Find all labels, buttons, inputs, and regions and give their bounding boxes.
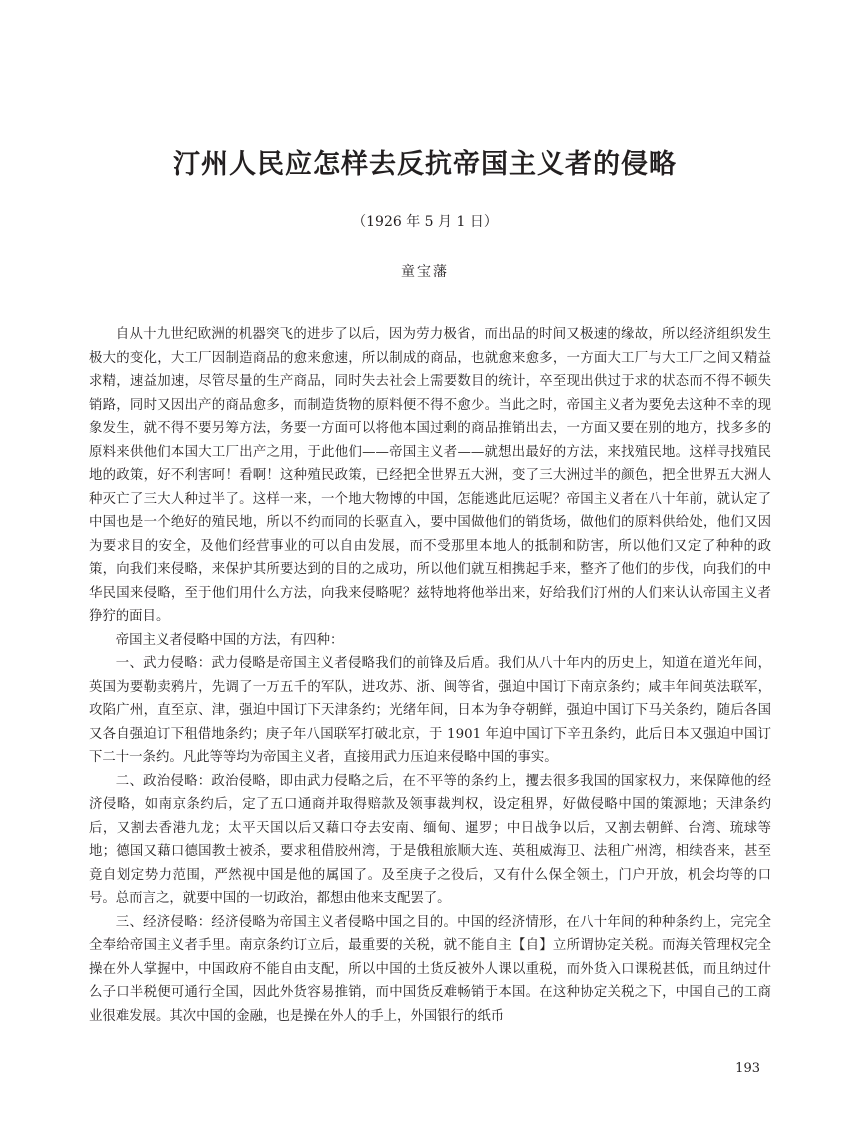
- article-title: 汀州人民应怎样去反抗帝国主义者的侵略: [173, 149, 677, 180]
- article-body: [89, 323, 771, 1028]
- article-date: （1926 年 5 月 1 日）: [352, 214, 498, 230]
- article-author: 童宝藩: [401, 264, 449, 280]
- paragraph-economic-aggression: 三、经济侵略：经济侵略为帝国主义者侵略中国之目的。中国的经济情形，在八十年间的种种条约上，完完全全奉给帝国主义者手里。南京条约订立后，最重要的关税，就不能自主【自】立所谓协定关税。而海关管理权完全操在外人掌握中，中国政府不能自由支配，所以中国的土货反被外人课以重税，而外货入口课税甚低，而且纳过什么子口半税便可通行全国，因此外货容易推销，而中国货反难畅销于本国。在这种协定关税之下，中国自己的工商业很难发展。其次中国的金融，也是操在外人的手上，外国银行的纸币: [89, 914, 771, 1024]
- paragraph-intro: 自从十九世纪欧洲的机器突飞的进步了以后，因为劳力极省，而出品的时间又极速的缘故，所以经济组织发生极大的变化，大工厂因制造商品的愈来愈速，所以制成的商品，也就愈来愈多，一方面大工厂与大工厂之间又精益求精，速益加速，尽管尽量的生产商品，同时失去社会上需要数目的统计，卒至现出供过于求的状态而不得不顿失销路，同时又因出产的商品愈多，而制造货物的原料便不得不愈少。当此之时，帝国主义者为要免去这种不幸的现象发生，就不得不要另筹方法，务要一方面可以将他本国过剩的商品推销出去，一方面又要在别的地方，找多多的原料来供他们本国大工厂出产之用，于此他们——帝国主义者——就想出最好的方法，来找殖民地。这样寻找殖民地的政策，好不利害呵！看啊！这种殖民政策，已经把全世界五大洲，变了三大洲过半的颜色，把全世界五大洲人种灭亡了三大人种过半了。这样一来，一个地大物博的中国，怎能逃此厄运呢？帝国主义者在八十年前，就认定了中国也是一个绝好的殖民地，所以不约而同的长驱直入，要中国做他们的销货场，做他们的原料供给处，他们又因为要求目的安全，及他们经营事业的可以自由发展，而不受那里本地人的抵制和防害，所以他们又定了种种的政策，向我们来侵略，来保护其所要达到的目的之成功，所以他们就互相携起手来，整齐了他们的步伐，向我们的中华民国来侵略，至于他们用什么方法，向我来侵略呢？兹特地将他举出来，好给我们汀州的人们来认认帝国主义者狰狞的面目。: [89, 327, 771, 624]
- page-number: 193: [735, 1061, 760, 1076]
- paragraph-methods-heading: 帝国主义者侵略中国的方法，有四种：: [115, 632, 344, 648]
- paragraph-military-aggression: 一、武力侵略：武力侵略是帝国主义者侵略我们的前锋及后盾。我们从八十年内的历史上，知道在道光年间，英国为要勒卖鸦片，先调了一万五千的军队，进攻苏、浙、闽等省，强迫中国订下南京条约；咸丰年间英法联军，攻陷广州，直至京、津，强迫中国订下天津条约；光绪年间，日本为争夺朝鲜，强迫中国订下马关条约，随后各国又各自强迫订下租借地条约；庚子年八国联军打破北京，于 1901 年迫中国订下辛丑条约，此后日本又强迫中国订下二十一条约。凡此等等均为帝国主义者，直接用武力压迫来侵略中国的事实。: [89, 656, 771, 765]
- paragraph-political-aggression: 二、政治侵略：政治侵略，即由武力侵略之后，在不平等的条约上，攫去很多我国的国家权力，来保障他的经济侵略，如南京条约后，定了五口通商并取得赔款及领事裁判权，设定租界，好做侵略中国的策源地；天津条约后，又割去香港九龙；太平天国以后又藉口夺去安南、缅甸、暹罗；中日战争以后，又割去朝鲜、台湾、琉球等地；德国又藉口德国教士被杀，要求租借胶州湾，于是俄租旅顺大连、英租威海卫、法租广州湾，相续沓来，甚至竟自划定势力范围，严然视中国是他的属国了。及至庚子之役后，又有什么保全领土，门户开放，机会均等的口号。总而言之，就要中国的一切政治，都想由他来支配罢了。: [89, 773, 771, 906]
